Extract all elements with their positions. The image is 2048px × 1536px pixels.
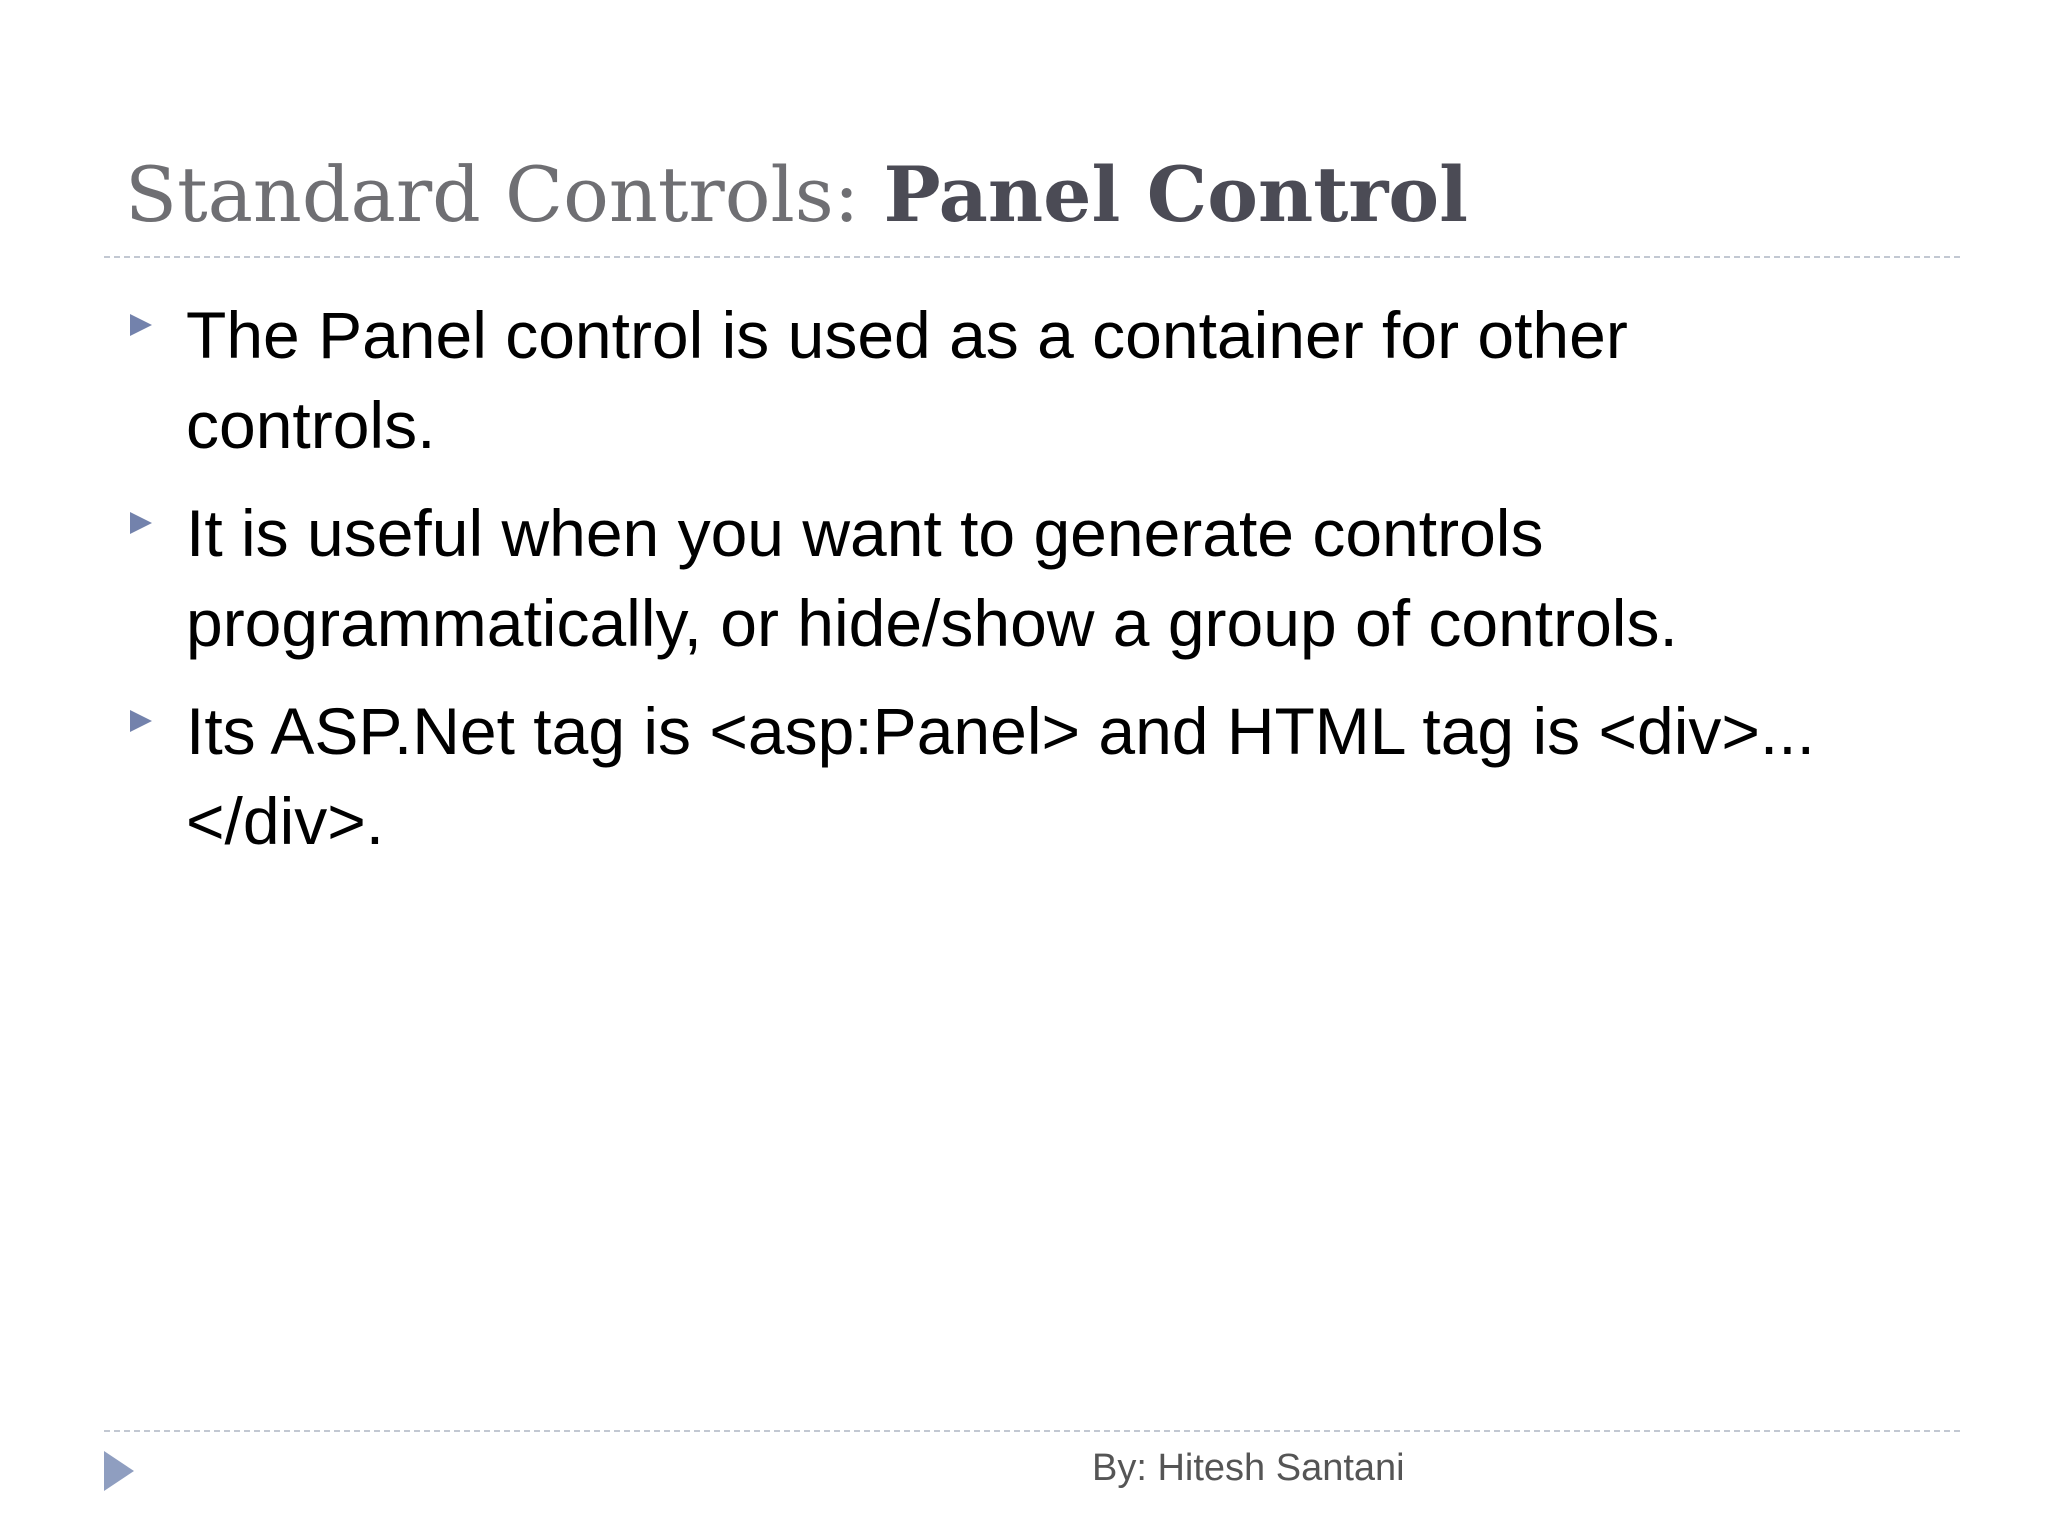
slide-title [125, 150, 1468, 239]
bullet-item [126, 290, 1846, 470]
slide-title-prefix: Standard Controls: [125, 150, 884, 239]
title-divider [104, 256, 1960, 258]
slide-title-bold: Panel Control [883, 150, 1468, 239]
bullet-text: Its ASP.Net tag is <asp:Panel> and HTML tag is <div>...</div>. [186, 694, 1815, 858]
triangle-bullet-icon [130, 710, 152, 732]
footer-divider [104, 1430, 1960, 1432]
triangle-bullet-icon [130, 512, 152, 534]
play-arrow-icon[interactable] [104, 1451, 134, 1491]
bullet-item [126, 686, 1846, 866]
bullet-text: It is useful when you want to generate controls programmatically, or hide/show a group of controls. [186, 496, 1678, 660]
bullet-list [126, 290, 1846, 884]
footer-author: By: Hitesh Santani [1092, 1447, 1405, 1489]
bullet-text: The Panel control is used as a container for other controls. [186, 298, 1628, 462]
triangle-bullet-icon [130, 314, 152, 336]
bullet-item [126, 488, 1846, 668]
